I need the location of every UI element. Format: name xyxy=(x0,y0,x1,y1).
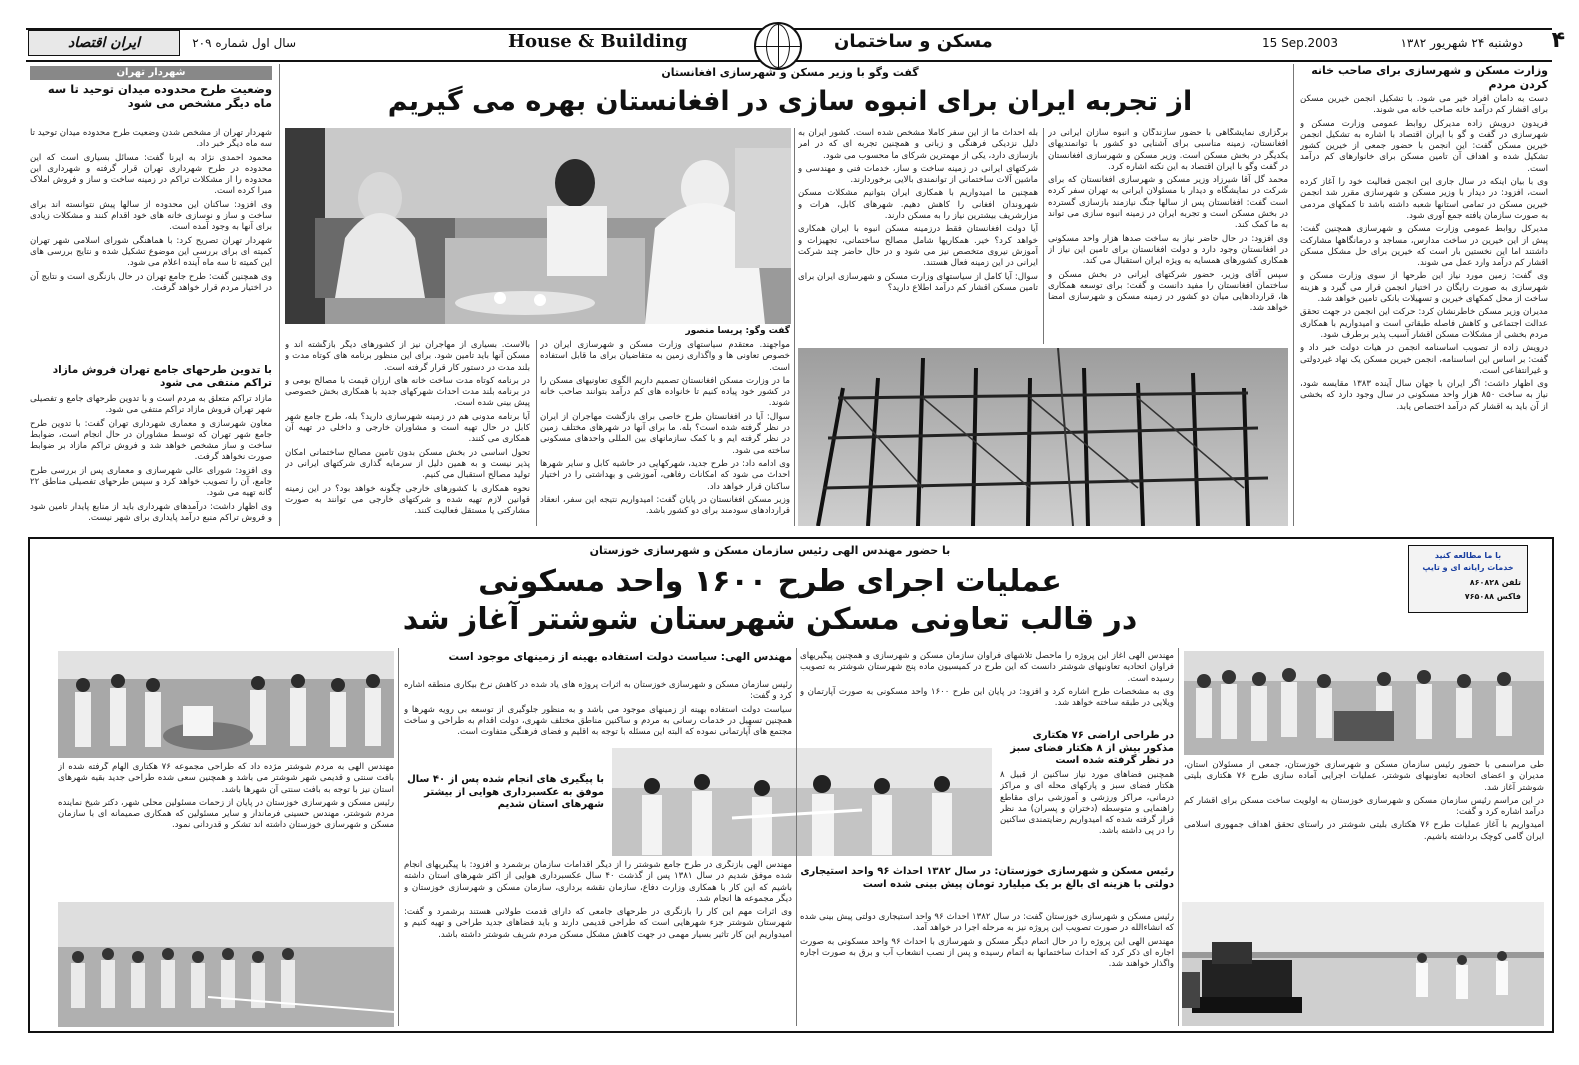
ad-line-2: خدمات رایانه ای و تایپ xyxy=(1422,563,1514,572)
main-article-headline: از تجربه ایران برای انبوه سازی در افغانستان بهره می گیریم xyxy=(387,86,1193,117)
paragraph: وی اظهار داشت: درآمدهای شهرداری باید از منابع پایدار تامین شود و فروش تراکم منبع درآمد پایداری برای شهر نیست. xyxy=(30,501,272,523)
left-column-body xyxy=(30,128,272,362)
date-english: 15 Sep.2003 xyxy=(1262,36,1339,50)
paragraph: سوال: آیا کامل از سیاستهای وزارت مسکن و شهرسازی ایران برای تامین مسکن اقشار کم درآمد اطلاع دارید؟ xyxy=(798,271,1038,293)
paragraph: مهندس الهی این پروژه را در حال اتمام دیگر مسکن و شهرسازی با احداث ۹۶ واحد مسکونی به صورت اجاره ای ذکر کرد که احداث ساختمانها به اتمام رسیده و پس از نصب انشعاب آب و برق به صورت اجاره واگذار خواهند شد. xyxy=(800,936,1174,970)
section-title-persian: مسکن و ساختمان xyxy=(834,31,993,52)
steel-frame-photo xyxy=(798,348,1288,526)
left-column-body-2 xyxy=(30,394,272,524)
bottom-subhead-aerial-photo: با پیگیری های انجام شده پس از ۴۰ سال موفق به عکسبرداری هوایی از بیشتر شهرهای استان شدیم xyxy=(407,774,604,810)
ceremony-photo-3-image xyxy=(58,651,394,758)
column-divider xyxy=(398,648,399,1026)
paragraph: معاون شهرسازی و معماری شهرداری تهران گفت: با تدوین طرح جامع شهر تهران که توسط مشاوران در حال انجام است، ضوابط ساخت و ساز مشخص خواهد شد و فروش تراکم مازاد بر ضوابط صورت نخواهد گرفت. xyxy=(30,418,272,463)
paragraph: شرکتهای ایرانی در زمینه ساخت و ساز، خدمات فنی و مهندسی و ماشین آلات ساختمانی از توانمندی بالایی برخوردارند. xyxy=(798,163,1038,186)
main-column-1 xyxy=(1048,128,1288,344)
paragraph: آیا برنامه مدونی هم در زمینه شهرسازی دارید؟ بله، طرح جامع شهر کابل در حال تهیه است و مشاوران خارجی و داخلی در تهیه آن همکاری می کنند. xyxy=(285,411,530,445)
column-divider xyxy=(1178,648,1179,1026)
bottom-column-mid-right xyxy=(800,651,1174,727)
bottom-article-kicker: با حضور مهندس الهی رئیس سازمان مسکن و شهرسازی خوزستان xyxy=(589,544,951,557)
paragraph: وی همچنین گفت: طرح جامع تهران در حال بازنگری است و نتایج آن در اختیار مردم قرار خواهد گرفت. xyxy=(30,271,272,293)
left-column-tag: شهردار تهران xyxy=(30,66,272,80)
paragraph: وی با بیان اینکه در سال جاری این انجمن فعالیت خود را آغاز کرده است، افزود: در دیدار با وزیر مسکن و شهرسازی مقرر شد انجمن خیرین مسکن در تمامی استانها شعبه داشته باشد تا کمکهای مردمی به صورت سازمان یافته جمع آوری شود. xyxy=(1300,177,1548,221)
paragraph: شهردار تهران از مشخص شدن وضعیت طرح محدوده میدان توحید تا سه ماه دیگر خبر داد. xyxy=(30,128,272,150)
paragraph: مواجهند. معتقدم سیاستهای وزارت مسکن و شهرسازی ایران در خصوص تعاونی ها و واگذاری زمین به متقاضیان برای ما قابل استفاده است. xyxy=(540,340,790,373)
paragraph: مدیرکل روابط عمومی وزارت مسکن و شهرسازی همچنین گفت: پیش از این خیرین در ساخت مدارس، مساجد و درمانگاهها مشارکت داشتند اما این نخستین بار است که خیرین برای حل مشکل مسکن اقشار کم درآمد وارد عمل می شوند. xyxy=(1300,224,1548,269)
newspaper-logo: ایران اقتصاد xyxy=(28,30,180,56)
column-divider xyxy=(279,64,280,526)
bottom-article-headline-2: در قالب تعاونی مسکن شهرستان شوشتر آغاز شد xyxy=(402,602,1138,637)
paragraph: همچنین ما امیدواریم با همکاری ایران بتوانیم مشکلات مسکن شهروندان افغانی را کاهش دهیم. شهرهای کابل، هرات و مزارشریف بیشترین نیاز را به مسکن دارند. xyxy=(798,188,1038,222)
main-column-4 xyxy=(285,340,530,526)
column-divider xyxy=(1043,128,1044,344)
paragraph: نحوه همکاری با کشورهای خارجی چگونه خواهد بود؟ در این زمینه قوانین لازم تهیه شده و شرکتهای خارجی می توانند به صورت مشارکتی یا مستقل فعالیت کنند. xyxy=(285,483,530,517)
paragraph: مهندس الهی بازنگری در طرح جامع شوشتر را از دیگر اقدامات سازمان برشمرد و افزود: با پیگیریهای انجام شده موفق شدیم در سال ۱۳۸۱ پس از گذشت ۴۰ سال عکسبرداری هوایی از اکثر شهرهای استان داشته باشیم که این کار با همکاری وزارت دفاع، سازمان نقشه برداری، سازمان مسکن و شهرسازی خوزستان و دیگر مجموعه ها انجام شد. xyxy=(404,860,792,904)
paragraph: مدیران وزیر مسکن خاطرنشان کرد: حرکت این انجمن در جهت تحقق عدالت اجتماعی و کاهش فاصله طبقاتی است و امیدواریم با همکاری مردم بخشی از مشکلات مسکن اقشار آسیب پذیر برطرف شود. xyxy=(1300,307,1548,340)
date-persian: دوشنبه ۲۴ شهریور ۱۳۸۲ xyxy=(1400,36,1523,50)
ceremony-photo-1-image xyxy=(1184,651,1544,755)
bottom-subhead-rental-units: رئیس مسکن و شهرسازی خوزستان: در سال ۱۳۸۲ احداث ۹۶ واحد استیجاری دولتی با هزینه ای بالغ بر یک میلیارد تومان پیش بینی شده است xyxy=(800,866,1174,890)
page-number: ۴ xyxy=(1551,28,1565,53)
ad-fax: فاکس ۷۶۵۰۸۸ xyxy=(1464,592,1521,601)
paragraph: برگزاری نمایشگاهی با حضور سازندگان و انبوه سازان ایرانی در افغانستان، زمینه مناسبی برای آشنایی دو کشور با توانمندیهای یکدیگر در بخش مسکن است. وزیر مسکن و شهرسازی افغانستان در گفت وگو با ایران اقتصاد به این نکته اشاره کرد. xyxy=(1048,128,1288,172)
bottom-column-right xyxy=(1184,760,1544,900)
paragraph: وی به مشخصات طرح اشاره کرد و افزود: در پایان این طرح ۱۶۰۰ واحد مسکونی به صورت آپارتمان و ویلایی در طبقه ساخته خواهد شد. xyxy=(800,686,1174,709)
main-article-kicker: گفت وگو با وزیر مسکن و شهرسازی افغانستان xyxy=(661,66,919,79)
issue-number: سال اول شماره ۲۰۹ xyxy=(192,36,296,50)
right-column-body xyxy=(1300,94,1548,526)
paragraph: درویش زاده از تصویب اساسنامه انجمن در هیات دولت خبر داد و گفت: بر اساس این اساسنامه، انجمن خیرین مسکن یک نهاد غیردولتی و غیرانتفاعی است. xyxy=(1300,343,1548,376)
paragraph: وی افزود: در حال حاضر نیاز به ساخت صدها هزار واحد مسکونی در افغانستان وجود دارد و دولت افغانستان برای تامین این نیاز از همکاری کشورهای همسایه به ویژه ایران استقبال می کند. xyxy=(1048,233,1288,267)
paragraph: ما در وزارت مسکن افغانستان تصمیم داریم الگوی تعاونیهای مسکن را در کشور خود پیاده کنیم تا خانواده های کم درآمد بتوانند صاحب خانه شوند. xyxy=(540,375,790,409)
paragraph: وزیر مسکن افغانستان در پایان گفت: امیدواریم نتیجه این سفر، انعقاد قراردادهای سودمند برای دو کشور باشد. xyxy=(540,494,790,517)
column-divider xyxy=(794,128,795,526)
paragraph: بله احداث ما از این سفر کاملا مشخص شده است. کشور ایران به دلیل نزدیکی فرهنگی و زبانی و همچنین تجربه ای که در امر بازسازی دارد، یکی از مهمترین شرکای ما محسوب می شود. xyxy=(798,128,1038,161)
left-column-headline: وضعیت طرح محدوده میدان توحید تا سه ماه دیگر مشخص می شود xyxy=(47,82,272,110)
paragraph: شهردار تهران تصریح کرد: با هماهنگی شورای اسلامی شهر تهران کمیته ای برای بررسی این موضوع تشکیل شده و نتایج بررسی های این کمیته تا سه ماه آینده اعلام می شود. xyxy=(30,235,272,269)
paragraph: سپس آقای وزیر، حضور شرکتهای ایرانی در بخش مسکن و ساختمان افغانستان را مفید دانست و گفت: برای توسعه همکاری ها، قراردادهایی میان دو کشور در زمینه مسکن و شهرسازی امضا خواهد شد. xyxy=(1048,269,1288,314)
paragraph: رئیس مسکن و شهرسازی خوزستان در پایان از زحمات مسئولین محلی شهر، دکتر شیخ نماینده مردم شوشتر، مهندس حسینی فرماندار و سایر مسئولین که همکاری صمیمانه ای با سازمان مسکن و شهرسازی خوزستان داشته اند تشکر و قدردانی نمود. xyxy=(58,797,394,831)
main-column-3 xyxy=(540,340,790,526)
paragraph: وی ادامه داد: در طرح جدید، شهرکهایی در حاشیه کابل و سایر شهرها احداث می شود که امکانات رفاهی، آموزشی و بهداشتی را در اختیار ساکنان قرار خواهد داد. xyxy=(540,458,790,492)
paragraph: محمود احمدی نژاد به ایرنا گفت: مسائل بسیاری است که این محدوده در طرح شهرداری تهران قرار گرفته و شهرداری این محدوده را از مشکلات تراکم در زمینه ساخت و ساز و فروش املاک مبرا کرده است. xyxy=(30,152,272,197)
left-column-subhead: با تدوین طرحهای جامع تهران فروش مازاد تراکم منتفی می شود xyxy=(52,364,272,389)
ad-line-1: با ما مطالعه کنید xyxy=(1434,551,1502,560)
section-title-english: House & Building xyxy=(508,31,688,52)
bottom-column-left xyxy=(58,762,394,898)
paragraph: وی گفت: زمین مورد نیاز این طرحها از سوی وزارت مسکن و شهرسازی به صورت رایگان در اختیار انجمن قرار می گیرد و هزینه ساخت از محل کمکهای خیرین و تسهیلات بانکی تامین خواهد شد. xyxy=(1300,271,1548,305)
paragraph: وی افزود: شورای عالی شهرسازی و معماری پس از بررسی طرح جامع، آن را تصویب خواهد کرد و سپس طرحهای تفصیلی مناطق ۲۲ گانه تهیه می شود. xyxy=(30,465,272,499)
column-divider xyxy=(796,648,797,1026)
interview-photo-image xyxy=(285,128,791,324)
bottom-article-headline-1: عملیات اجرای طرح ۱۶۰۰ واحد مسکونی xyxy=(478,564,1062,599)
bottom-column-mid-left xyxy=(404,680,792,746)
ceremony-photo-4 xyxy=(58,902,394,1027)
paragraph: مهندس الهی به مردم شوشتر مژده داد که طراحی مجموعه ۷۶ هکتاری الهام گرفته شده از بافت سنتی و قدیمی شهر شوشتر می باشد و همچنین سعی شده طراحی جدید بقیه شهرهای استان نیز با توجه به بافت سنتی آن شهرها باشد. xyxy=(58,762,394,795)
bottom-column-mid-left-2 xyxy=(404,860,792,1026)
steel-frame-image xyxy=(798,348,1288,526)
photo-caption: گفت وگو: پریسا منصور xyxy=(685,326,790,336)
globe-icon xyxy=(754,22,802,70)
paragraph: وی اثرات مهم این کار را بازنگری در طرحهای جامعی که دارای قدمت طولانی هستند برشمرد و گفت: شهرستان شوشتر جزء شهرهایی است که طراحی قدیمی دارند و باید فضاهای جدید طراحی و تهیه کنیم و امیدواریم این کار تاثیر بسیار مهمی در جهت کاهش مشکل مسکن مردم شریف شوشتر داشته باشد. xyxy=(404,907,792,940)
paragraph: تحول اساسی در بخش مسکن بدون تامین مصالح ساختمانی امکان پذیر نیست و به همین دلیل از سرمایه گذاری شرکتهای ایرانی در تولید مصالح استقبال می کنیم. xyxy=(285,447,530,481)
classified-ad xyxy=(1408,545,1528,613)
right-column-headline: وزارت مسکن و شهرسازی برای صاحب خانه کردن مردم xyxy=(1311,64,1548,91)
bottom-column-mid-right-3 xyxy=(800,912,1174,1024)
paragraph: دست به دامان افراد خیر می شود. با تشکیل انجمن خیرین مسکن برای اقشار کم درآمد خانه صاحب خانه می شوند. xyxy=(1300,94,1548,116)
paragraph: در برنامه کوتاه مدت ساخت خانه های ارزان قیمت با مصالح بومی و در برنامه بلند مدت احداث شهرکهای جدید با همکاری بخش خصوصی پیش بینی شده است. xyxy=(285,375,530,409)
paragraph: محمد گل آقا شیرزاد وزیر مسکن و شهرسازی افغانستان که برای شرکت در نمایشگاه و دیدار با مسئولان ایرانی به تهران سفر کرده است گفت: افغانستان پس از سالها جنگ نیازمند بازسازی گسترده در بخش مسکن است و تجربه ایران در زمینه انبوه سازی می تواند به ما کمک کند. xyxy=(1048,175,1288,231)
paragraph: سیاست دولت استفاده بهینه از زمینهای موجود می باشد و به منظور جلوگیری از توسعه بی رویه شهرها و همچنین تسهیل در خدمات رسانی به مردم و ساکنین مناطق مختلف شهری، دولت اقدام به طراحی و ساخت مجتمع های آپارتمانی نموده که البته این مسئله با توجه به اقلیم و فضای فرهنگی متفاوت است. xyxy=(404,704,792,738)
paragraph: بالاست. بسیاری از مهاجران نیز از کشورهای دیگر بازگشته اند و مسکن آنها باید تامین شود. برای این منظور برنامه های کوتاه مدت و بلند مدت در دستور کار قرار گرفته است. xyxy=(285,340,530,373)
paragraph: همچنین فضاهای مورد نیاز ساکنین از قبیل ۸ هکتار فضای سبز و پارکهای محله ای و مراکز درمانی، مراکز ورزشی و آموزشی برای مقاطع راهنمایی و متوسطه (دختران و پسران) مد نظر قرار گرفته شده که امیدواریم رضایتمندی ساکنین را در پی داشته باشد. xyxy=(1000,770,1174,837)
ceremony-photo-4-image xyxy=(58,902,394,1027)
bottom-subhead-land-use: مهندس الهی: سیاست دولت استفاده بهینه از زمینهای موجود است xyxy=(448,651,792,663)
paragraph: رئیس سازمان مسکن و شهرسازی خوزستان به اثرات پروژه های یاد شده در کاهش نرخ بیکاری منطقه اشاره کرد و گفت: xyxy=(404,680,792,702)
paragraph: طی مراسمی با حضور رئیس سازمان مسکن و شهرسازی خوزستان، جمعی از مسئولان استان، مدیران و اعضای اتحادیه تعاونیهای شوشتر، عملیات اجرایی آماده سازی طرح ۷۶ هکتاری بلیتی شوشتر آغاز شد. xyxy=(1184,760,1544,793)
paragraph: مازاد تراکم متعلق به مردم است و با تدوین طرحهای جامع و تفصیلی شهر تهران فروش مازاد تراکم منتفی می شود. xyxy=(30,394,272,416)
paragraph: در این مراسم رئیس سازمان مسکن و شهرسازی خوزستان به اولویت ساخت مسکن برای اقشار کم درآمد اشاره کرد و گفت: xyxy=(1184,795,1544,818)
paragraph: مهندس الهی آغاز این پروژه را ماحصل تلاشهای فراوان سازمان مسکن و شهرسازی و همچنین پیگیریهای فراوان اتحادیه تعاونیهای شوشتر دانست که این طرح در کمیسیون ماده پنج شهرستان شوشتر به تصویب رسیده است. xyxy=(800,651,1174,684)
ceremony-photo-2-image xyxy=(612,748,992,856)
ceremony-photo-3 xyxy=(58,651,394,758)
paragraph: امیدواریم با آغاز عملیات طرح ۷۶ هکتاری بلیتی شوشتر در راستای تحقق اهداف جمهوری اسلامی ایران گامی کوچک برداشته باشیم. xyxy=(1184,820,1544,842)
paragraph: آیا دولت افغانستان فقط درزمینه مسکن انبوه با ایران همکاری خواهد کرد؟ خیر. همکاریها شامل مصالح ساختمانی، تجهیزات و آموزش نیروی متخصص نیز می شود و در حال حاضر چند شرکت ایرانی در این زمینه فعال هستند. xyxy=(798,224,1038,269)
bulldozer-image xyxy=(1182,902,1544,1026)
bottom-column-mid-right-2 xyxy=(1000,770,1174,880)
column-divider xyxy=(536,340,537,526)
column-divider xyxy=(1293,64,1294,526)
ceremony-photo-2 xyxy=(612,748,992,856)
paragraph: وی افزود: ساکنان این محدوده از سالها پیش نتوانسته اند برای ساخت و ساز و نوسازی خانه های خود اقدام کنند و مشکلات زیادی برای آنها به وجود آمده است. xyxy=(30,199,272,233)
interview-photo xyxy=(285,128,791,324)
paragraph: سوال: آیا در افغانستان طرح خاصی برای بازگشت مهاجران از ایران در نظر گرفته شده است؟ بله. ما برای آنها در شهرهای مختلف زمین در نظر گرفته ایم و با کمک سازمانهای بین المللی واحدهای مسکونی ساخته می شود. xyxy=(540,411,790,456)
paragraph: وی اظهار داشت: اگر ایران با جهان سال آینده ۱۳۸۳ مقایسه شود، نیاز به ساخت ۸۵۰ هزار واحد مسکونی در سال وجود دارد که بخشی از آن باید به اقشار کم درآمد اختصاص یابد. xyxy=(1300,379,1548,412)
main-column-2 xyxy=(798,128,1038,344)
bulldozer-photo xyxy=(1182,902,1544,1026)
paragraph: فریدون درویش زاده مدیرکل روابط عمومی وزارت مسکن و شهرسازی در گفت و گو با ایران اقتصاد با اشاره به تشکیل انجمن خیرین مسکن گفت: این انجمن با حضور جمعی از خیرین کشور تشکیل شده و اهداف آن تامین مسکن برای خانوارهای کم درآمد است. xyxy=(1300,118,1548,174)
paragraph: رئیس مسکن و شهرسازی خوزستان گفت: در سال ۱۳۸۲ احداث ۹۶ واحد استیجاری دولتی پیش بینی شده که انشاءالله در صورت تصویب این پروژه نیز به مرحله اجرا در خواهد آمد. xyxy=(800,912,1174,934)
bottom-subhead-green-space: در طراحی اراضی ۷۶ هکتاری مذکور بیش از ۸ هکتار فضای سبز در نظر گرفته شده است xyxy=(1010,730,1174,766)
ad-phone: تلفن ۸۶۰۸۲۸ xyxy=(1469,578,1521,587)
ceremony-photo-1 xyxy=(1184,651,1544,755)
